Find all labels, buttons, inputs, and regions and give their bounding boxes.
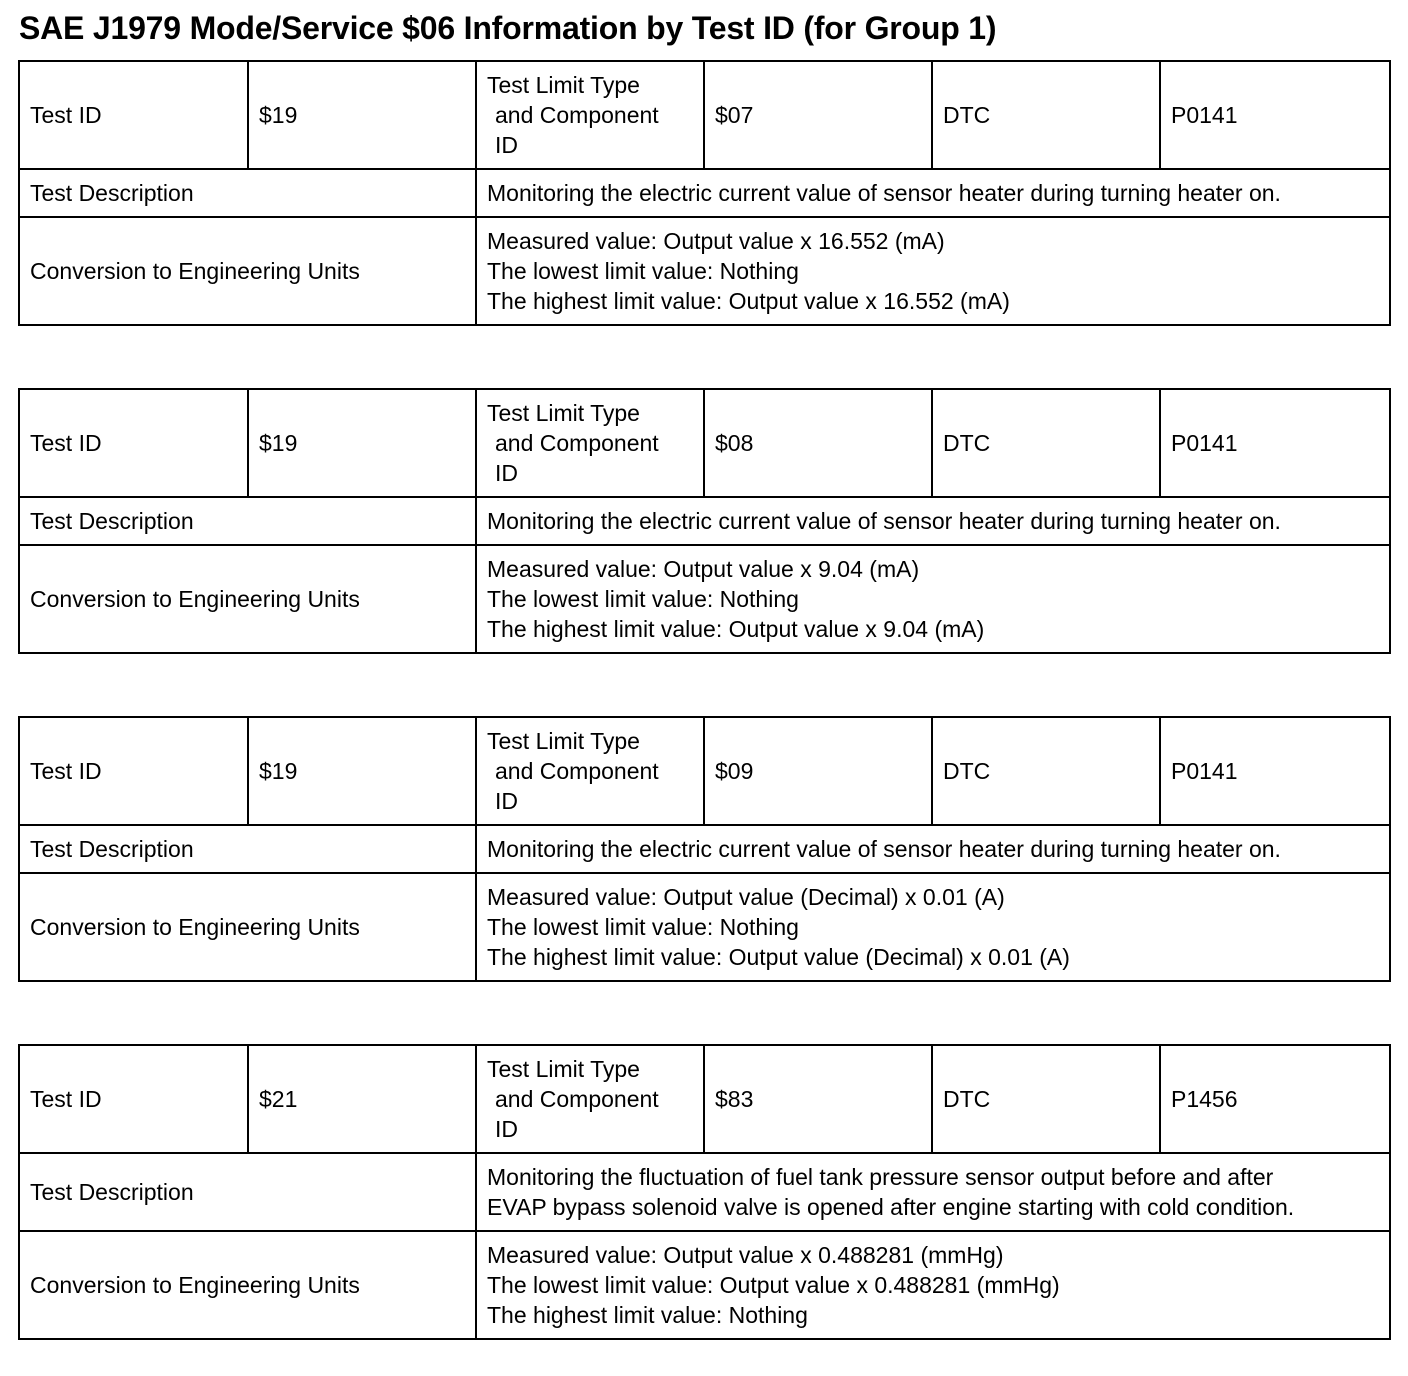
table-row xyxy=(19,873,1390,981)
conversion-line: The highest limit value: Output value (Decimal) x 0.01 (A) xyxy=(487,944,1070,970)
table-row xyxy=(19,61,1390,169)
limit-type-label-line: and Component xyxy=(495,1086,659,1112)
conversion-line: The highest limit value: Nothing xyxy=(487,1302,808,1328)
table-row xyxy=(19,717,1390,825)
page-title: SAE J1979 Mode/Service $06 Information by Test ID (for Group 1) xyxy=(19,10,997,46)
test-description-value xyxy=(476,169,1390,217)
table-row xyxy=(19,545,1390,653)
test-id-value: $19 xyxy=(248,717,476,825)
table-row xyxy=(19,1153,1390,1231)
test-description-value xyxy=(476,497,1390,545)
dtc-value: P0141 xyxy=(1160,389,1390,497)
dtc-value: P1456 xyxy=(1160,1045,1390,1153)
component-id-value: $08 xyxy=(704,389,932,497)
conversion-line: The lowest limit value: Nothing xyxy=(487,914,799,940)
conversion-line: The lowest limit value: Output value x 0.488281 (mmHg) xyxy=(487,1272,1060,1298)
test-id-label: Test ID xyxy=(19,389,248,497)
limit-type-label-line: Test Limit Type xyxy=(487,728,640,754)
description-line: Monitoring the electric current value of sensor heater during turning heater on. xyxy=(487,508,1281,534)
test-description-label: Test Description xyxy=(19,825,476,873)
dtc-label: DTC xyxy=(932,61,1160,169)
conversion-line: The highest limit value: Output value x 16.552 (mA) xyxy=(487,288,1010,314)
limit-type-label-line: ID xyxy=(495,1116,518,1142)
limit-type-label-line: Test Limit Type xyxy=(487,400,640,426)
limit-type-label xyxy=(476,61,704,169)
conversion-line: Measured value: Output value x 0.488281 (mmHg) xyxy=(487,1242,1004,1268)
limit-type-label-line: and Component xyxy=(495,430,659,456)
test-description-label: Test Description xyxy=(19,497,476,545)
limit-type-label-line: Test Limit Type xyxy=(487,72,640,98)
table-row xyxy=(19,825,1390,873)
test-id-label: Test ID xyxy=(19,61,248,169)
test-id-value: $19 xyxy=(248,61,476,169)
dtc-value: P0141 xyxy=(1160,717,1390,825)
conversion-label: Conversion to Engineering Units xyxy=(19,217,476,325)
test-id-table xyxy=(18,716,1391,982)
component-id-value: $09 xyxy=(704,717,932,825)
description-line: Monitoring the fluctuation of fuel tank pressure sensor output before and after xyxy=(487,1164,1274,1190)
conversion-line: Measured value: Output value x 16.552 (mA) xyxy=(487,228,945,254)
test-description-value xyxy=(476,1153,1390,1231)
limit-type-label xyxy=(476,389,704,497)
description-line: Monitoring the electric current value of sensor heater during turning heater on. xyxy=(487,180,1281,206)
conversion-line: Measured value: Output value x 9.04 (mA) xyxy=(487,556,920,582)
limit-type-label-line: ID xyxy=(495,460,518,486)
conversion-value xyxy=(476,873,1390,981)
limit-type-label xyxy=(476,717,704,825)
test-id-value: $19 xyxy=(248,389,476,497)
table-row xyxy=(19,1231,1390,1339)
component-id-value: $83 xyxy=(704,1045,932,1153)
description-line: Monitoring the electric current value of sensor heater during turning heater on. xyxy=(487,836,1281,862)
dtc-label: DTC xyxy=(932,717,1160,825)
table-row xyxy=(19,497,1390,545)
test-id-table xyxy=(18,388,1391,654)
test-id-label: Test ID xyxy=(19,1045,248,1153)
test-description-label: Test Description xyxy=(19,169,476,217)
conversion-label: Conversion to Engineering Units xyxy=(19,1231,476,1339)
dtc-label: DTC xyxy=(932,389,1160,497)
limit-type-label-line: Test Limit Type xyxy=(487,1056,640,1082)
limit-type-label-line: and Component xyxy=(495,102,659,128)
test-id-label: Test ID xyxy=(19,717,248,825)
conversion-line: The lowest limit value: Nothing xyxy=(487,586,799,612)
conversion-line: The highest limit value: Output value x 9.04 (mA) xyxy=(487,616,985,642)
limit-type-label xyxy=(476,1045,704,1153)
test-id-table xyxy=(18,1044,1391,1340)
limit-type-label-line: ID xyxy=(495,788,518,814)
table-row xyxy=(19,217,1390,325)
test-description-value xyxy=(476,825,1390,873)
test-id-table xyxy=(18,60,1391,326)
conversion-label: Conversion to Engineering Units xyxy=(19,873,476,981)
test-description-label: Test Description xyxy=(19,1153,476,1231)
conversion-line: The lowest limit value: Nothing xyxy=(487,258,799,284)
table-row xyxy=(19,389,1390,497)
table-row xyxy=(19,1045,1390,1153)
conversion-label: Conversion to Engineering Units xyxy=(19,545,476,653)
limit-type-label-line: and Component xyxy=(495,758,659,784)
component-id-value: $07 xyxy=(704,61,932,169)
table-row xyxy=(19,169,1390,217)
limit-type-label-line: ID xyxy=(495,132,518,158)
dtc-label: DTC xyxy=(932,1045,1160,1153)
test-id-value: $21 xyxy=(248,1045,476,1153)
conversion-value xyxy=(476,217,1390,325)
conversion-value xyxy=(476,1231,1390,1339)
description-line: EVAP bypass solenoid valve is opened after engine starting with cold condition. xyxy=(487,1194,1295,1220)
conversion-line: Measured value: Output value (Decimal) x 0.01 (A) xyxy=(487,884,1005,910)
conversion-value xyxy=(476,545,1390,653)
dtc-value: P0141 xyxy=(1160,61,1390,169)
